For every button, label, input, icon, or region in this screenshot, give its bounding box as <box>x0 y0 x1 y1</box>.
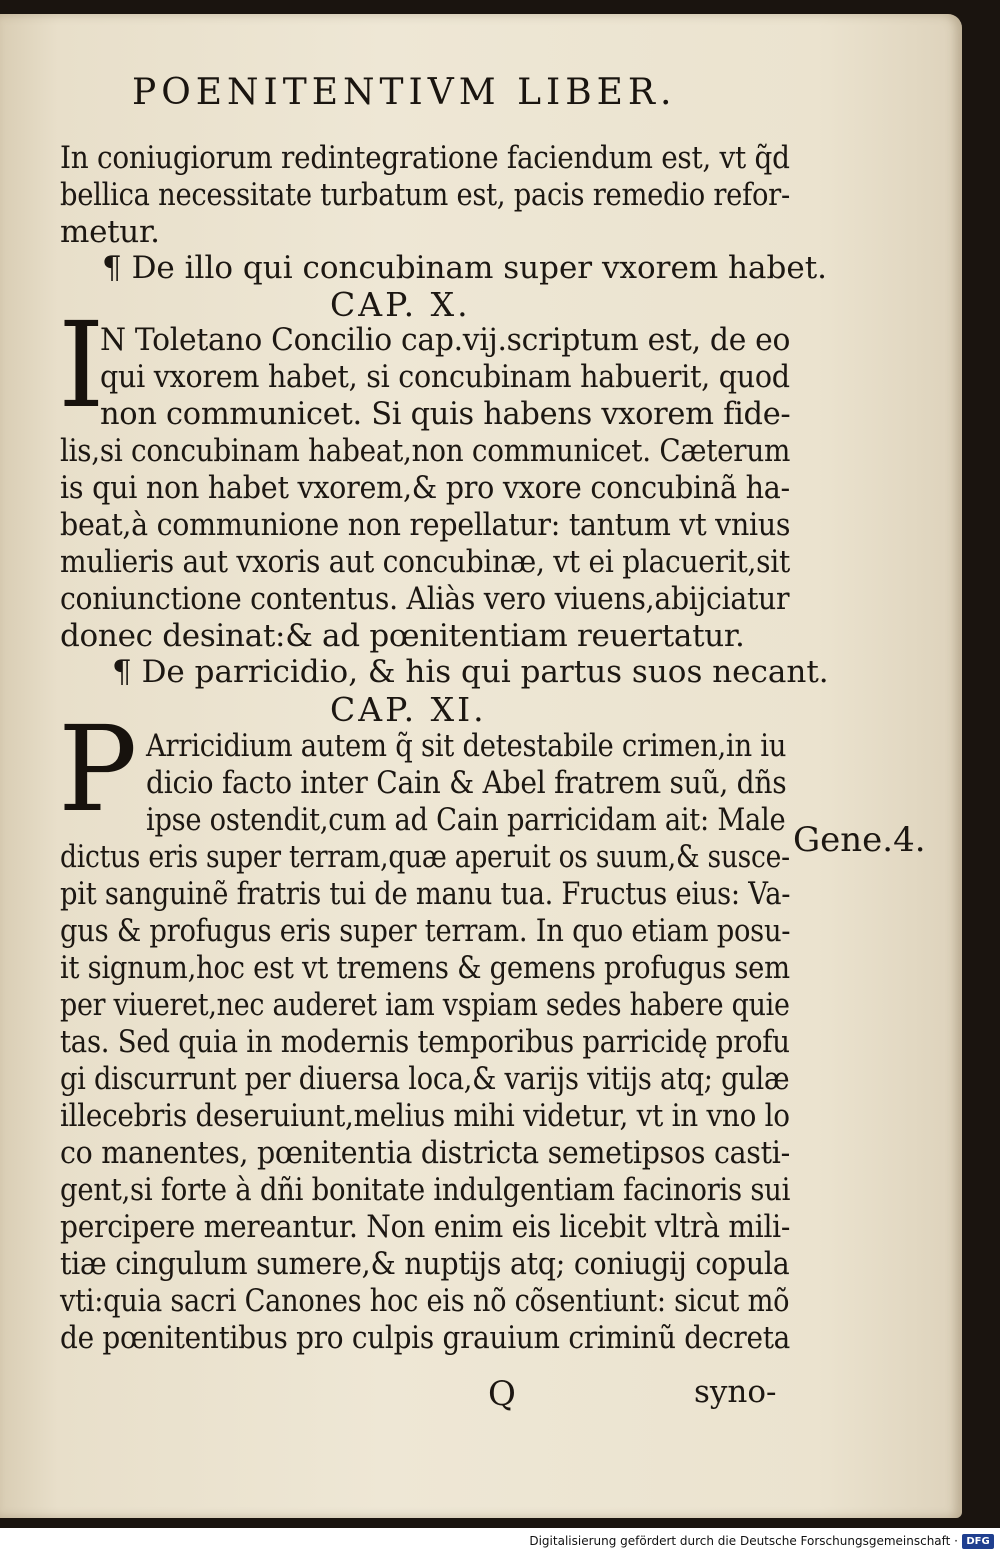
chapter-title: CAP. X. <box>330 285 471 324</box>
footer-bar <box>0 1528 1000 1556</box>
text-line: tas. Sed quia in modernis temporibus parricidę profu <box>60 1024 790 1060</box>
text-line: lis,si concubinam habeat,non communicet. Cæterum <box>60 433 791 469</box>
text-line: is qui non habet vxorem,& pro vxore concubinã ha- <box>60 470 790 506</box>
text-line: pit sanguinẽ fratris tui de manu tua. Fructus eius: Va- <box>60 876 791 912</box>
text-line: tiæ cingulum sumere,& nuptijs atq; coniugij copula <box>60 1246 790 1282</box>
text-line: In coniugiorum redintegratione faciendum est, vt q̃d <box>60 140 790 176</box>
text-line: coniunctione contentus. Aliàs vero viuens,abijciatur <box>60 581 790 617</box>
marginal-note: Gene.4. <box>793 820 926 860</box>
drop-cap-initial: P <box>58 700 138 838</box>
chapter-title: CAP. XI. <box>330 690 487 729</box>
text-line: percipere mereantur. Non enim eis licebit vltrà mili- <box>60 1209 791 1245</box>
text-line: gent,si forte à dñi bonitate indulgentiam facinoris sui <box>60 1172 791 1208</box>
text-line: beat,à communione non repellatur: tantum vt vnius <box>60 507 791 543</box>
catchword: syno- <box>694 1374 777 1410</box>
text-line: N Toletano Concilio cap.vij.scriptum est, de eo <box>100 322 791 358</box>
drop-cap-initial: I <box>58 296 105 434</box>
text-line: bellica necessitate turbatum est, pacis remedio refor- <box>60 177 790 213</box>
text-line: per viueret,nec auderet iam vspiam sedes habere quie <box>60 987 790 1023</box>
book-page <box>0 14 962 1518</box>
text-line: Arricidium autem q̃ sit detestabile crimen,in iu <box>146 728 787 764</box>
text-line: mulieris aut vxoris aut concubinæ, vt ei placuerit,sit <box>60 544 790 580</box>
text-line: de pœnitentibus pro culpis grauium criminũ decreta <box>60 1320 791 1356</box>
text-line: gi discurrunt per diuersa loca,& varijs vitijs atq; gulæ <box>60 1061 790 1097</box>
signature-mark: Q <box>488 1374 516 1414</box>
footer-credit: Digitalisierung gefördert durch die Deutsche Forschungsgemeinschaft · <box>529 1534 958 1548</box>
text-line: illecebris deseruiunt,melius mihi videtur, vt in vno lo <box>60 1098 790 1134</box>
section-heading: ¶ De illo qui concubinam super vxorem habet. <box>102 250 828 286</box>
text-line: qui vxorem habet, si concubinam habuerit, quod <box>100 359 790 395</box>
text-line: co manentes, pœnitentia districta semetipsos casti- <box>60 1135 790 1171</box>
section-heading: ¶ De parricidio, & his qui partus suos necant. <box>112 654 829 690</box>
text-line: metur. <box>60 214 160 250</box>
text-line: donec desinat:& ad pœnitentiam reuertatur. <box>60 618 745 654</box>
text-line: dictus eris super terram,quæ aperuit os suum,& susce- <box>60 839 790 875</box>
text-line: it signum,hoc est vt tremens & gemens profugus sem <box>60 950 790 986</box>
running-head: POENITENTIVM LIBER. <box>132 72 677 113</box>
text-line: non communicet. Si quis habens vxorem fide- <box>100 396 791 432</box>
text-line: dicio facto inter Cain & Abel fratrem suũ, dñs <box>146 765 787 801</box>
text-line: vti:quia sacri Canones hoc eis nõ cõsentiunt: sicut mõ <box>60 1283 790 1319</box>
text-line: ipse ostendit,cum ad Cain parricidam ait: Male <box>146 802 786 838</box>
dfg-logo: DFG <box>962 1534 994 1549</box>
text-line: gus & profugus eris super terram. In quo etiam posu- <box>60 913 791 949</box>
